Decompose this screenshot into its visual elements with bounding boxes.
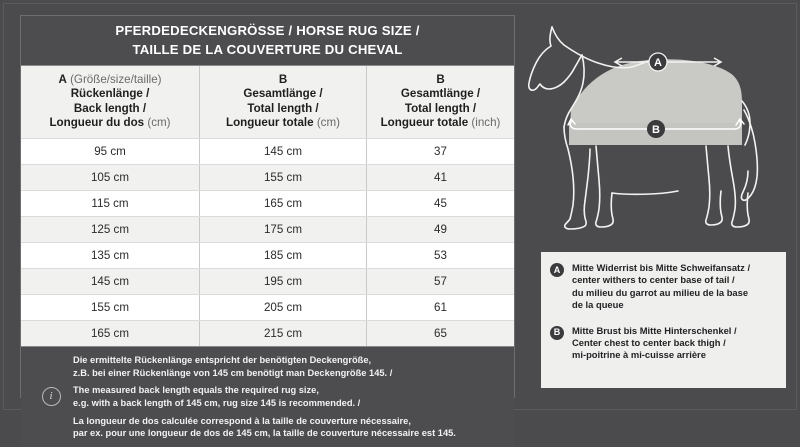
column-header-back-length-fr: Longueur du dos <box>49 115 145 129</box>
column-header-back-length <box>21 66 200 138</box>
info-icon-wrap <box>29 387 73 406</box>
column-header-total-length-cm-fr: Longueur totale <box>225 115 314 129</box>
marker-b-label: B <box>652 124 660 136</box>
cell-total-length-inch: 53 <box>434 249 447 263</box>
column-letter-a: A <box>58 73 67 86</box>
table-row <box>21 190 514 216</box>
cell-total-length-cm: 215 cm <box>200 321 367 346</box>
cell-total-length-cm: 175 cm <box>200 217 367 242</box>
horse-rug-size-table-card <box>20 15 515 439</box>
legend-item-a <box>550 262 776 312</box>
info-icon: i <box>42 387 61 406</box>
column-header-total-length-inch-de: Gesamtlänge / <box>400 87 481 101</box>
legend-text-a <box>572 262 750 312</box>
column-header-total-length-inch-unit: (inch) <box>471 115 501 129</box>
cell-total-length-inch: 49 <box>434 223 447 237</box>
cell-total-length-cm: 145 cm <box>200 139 367 164</box>
column-header-back-length-en: Back length / <box>73 101 147 115</box>
table-row <box>21 294 514 320</box>
table-title-line-2: TAILLE DE LA COUVERTURE DU CHEVAL <box>132 42 403 57</box>
note-paragraph-fr <box>73 415 456 440</box>
note-text <box>73 354 456 440</box>
cell-total-length-inch: 65 <box>434 327 447 341</box>
cell-back-length: 165 cm <box>21 321 200 346</box>
legend-badge-b: B <box>550 326 564 340</box>
size-table <box>21 65 514 347</box>
cell-total-length-cm: 165 cm <box>200 191 367 216</box>
table-body <box>21 138 514 346</box>
cell-total-length-cm: 185 cm <box>200 243 367 268</box>
note-en-line-1: The measured back length equals the required rug size, <box>73 385 319 396</box>
note-en-line-2: e.g. with a back length of 145 cm, rug size 145 is recommended. / <box>73 397 361 408</box>
cell-total-length-inch: 61 <box>434 301 447 315</box>
cell-back-length: 125 cm <box>21 217 200 242</box>
cell-total-length-inch: 41 <box>434 171 447 185</box>
cell-total-length-inch: 57 <box>434 275 447 289</box>
note-paragraph-de <box>73 354 456 379</box>
cell-total-length-cm: 205 cm <box>200 295 367 320</box>
table-row <box>21 138 514 164</box>
legend-badge-a: A <box>550 263 564 277</box>
cell-back-length: 145 cm <box>21 269 200 294</box>
cell-total-length-cm: 155 cm <box>200 165 367 190</box>
table-title-line-1: PFERDEDECKENGRÖSSE / HORSE RUG SIZE / <box>115 23 420 38</box>
table-header-row <box>21 66 514 138</box>
table-row <box>21 242 514 268</box>
note-fr-line-1: La longueur de dos calculée correspond à la taille de couverture nécessaire, <box>73 415 411 426</box>
column-letter-b-cm: B <box>278 73 288 86</box>
note-de-line-1: Die ermittelte Rückenlänge entspricht der benötigten Deckengröße, <box>73 355 372 366</box>
table-title <box>21 16 514 65</box>
cell-back-length: 115 cm <box>21 191 200 216</box>
marker-a-label: A <box>654 57 662 69</box>
note-paragraph-en <box>73 384 456 409</box>
horse-diagram-svg <box>528 15 786 243</box>
note-fr-line-2: par ex. pour une longueur de dos de 145 cm, la taille de couverture nécessaire est 145. <box>73 428 456 439</box>
column-letter-a-suffix: (Größe/size/taille) <box>70 73 162 86</box>
cell-total-length-inch: 37 <box>434 145 447 159</box>
cell-back-length: 155 cm <box>21 295 200 320</box>
table-row <box>21 216 514 242</box>
legend-b-line-3: mi-poitrine à mi-cuisse arrière <box>572 349 706 361</box>
cell-total-length-cm: 195 cm <box>200 269 367 294</box>
legend-item-b <box>550 325 776 362</box>
cell-back-length: 105 cm <box>21 165 200 190</box>
legend-a-line-4: de la queue <box>572 299 624 311</box>
legend-b-line-1: Mitte Brust bis Mitte Hinterschenkel / <box>572 324 737 336</box>
table-row <box>21 320 514 346</box>
cell-back-length: 135 cm <box>21 243 200 268</box>
legend-panel <box>541 252 786 388</box>
column-header-total-length-cm-de: Gesamtlänge / <box>243 87 323 101</box>
legend-a-line-1: Mitte Widerrist bis Mitte Schweifansatz / <box>572 262 751 273</box>
legend-a-line-2: center withers to center base of tail / <box>572 274 735 286</box>
column-header-total-length-inch <box>367 66 514 138</box>
table-row <box>21 268 514 294</box>
column-header-total-length-inch-fr: Longueur totale <box>380 115 469 129</box>
note-de-line-2: z.B. bei einer Rückenlänge von 145 cm benötigt man Deckengröße 145. / <box>73 367 393 378</box>
column-header-total-length-cm <box>200 66 367 138</box>
legend-b-line-2: Center chest to center back thigh / <box>572 337 726 349</box>
column-letter-b-inch: B <box>436 73 445 86</box>
legend-text-b <box>572 325 737 362</box>
column-header-total-length-cm-en: Total length / <box>247 101 319 115</box>
column-header-back-length-de: Rückenlänge / <box>70 87 150 101</box>
column-header-total-length-inch-en: Total length / <box>404 101 477 115</box>
cell-back-length: 95 cm <box>21 139 200 164</box>
column-header-total-length-cm-unit: (cm) <box>316 115 340 129</box>
table-note <box>21 347 514 447</box>
column-header-back-length-unit: (cm) <box>147 115 171 129</box>
horse-measurement-diagram <box>528 15 786 243</box>
legend-a-line-3: du milieu du garrot au milieu de la base <box>572 286 749 298</box>
cell-total-length-inch: 45 <box>434 197 447 211</box>
table-row <box>21 164 514 190</box>
